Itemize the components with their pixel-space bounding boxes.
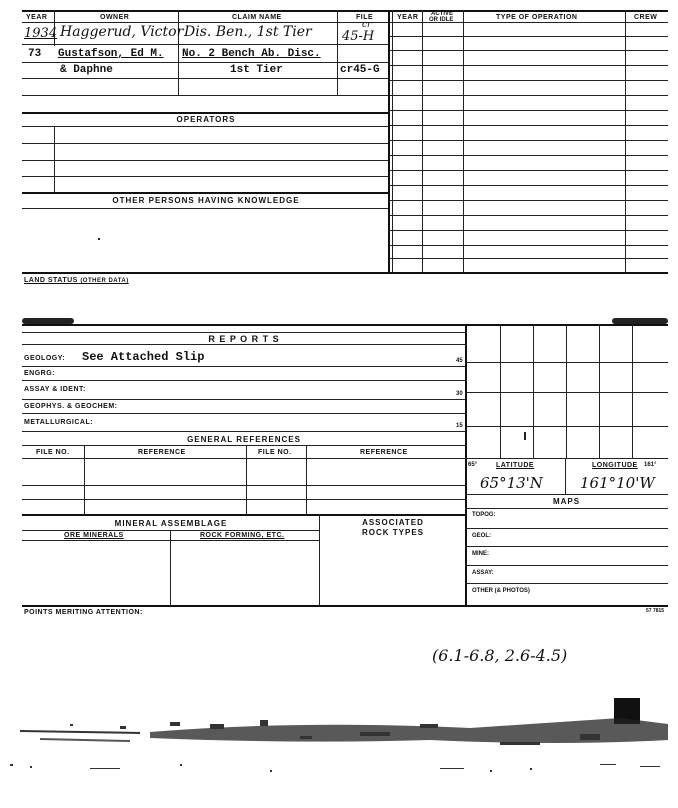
header-claim-name: CLAIM NAME — [232, 14, 282, 21]
metallurgical-num: 15 — [456, 423, 463, 429]
header-type-of-operation: TYPE OF OPERATION — [496, 14, 578, 21]
reference-header-1: REFERENCE — [138, 449, 186, 456]
geology-value: See Attached Slip — [82, 350, 205, 364]
other-photos-label: OTHER (& PHOTOS) — [472, 588, 530, 594]
associated-rock-types-2: ROCK TYPES — [361, 528, 424, 537]
topog-label: TOPOG: — [472, 512, 496, 518]
dot-mark — [98, 238, 100, 240]
metallurgical-label: METALLURGICAL: — [24, 419, 94, 426]
smudge-left — [22, 318, 74, 324]
latitude-value: 65°13'N — [480, 474, 543, 492]
rock-forming-header: ROCK FORMING, ETC. — [200, 532, 285, 539]
operators-heading: OPERATORS — [176, 115, 236, 124]
mineral-assemblage-heading: MINERAL ASSEMBLAGE — [114, 519, 228, 528]
header-file: FILE — [356, 14, 374, 21]
assay-num: 30 — [456, 391, 463, 397]
latitude-degree-label: 65° — [468, 462, 478, 468]
geophys-label: GEOPHYS. & GEOCHEM: — [24, 403, 118, 410]
assay-map-label: ASSAY: — [472, 570, 494, 576]
reports-top-border — [22, 324, 668, 326]
points-meriting-attention-label: POINTS MERITING ATTENTION: — [24, 609, 143, 616]
reports-title: R E P O R T S — [208, 334, 280, 344]
row1-owner: Haggerud, Victor — [60, 24, 184, 40]
header-crew: CREW — [634, 14, 658, 21]
header-active-2: OR IDLE — [429, 17, 454, 23]
longitude-degree-label: 161° — [644, 462, 657, 468]
other-persons-heading: OTHER PERSONS HAVING KNOWLEDGE — [112, 196, 300, 205]
tick-mark — [524, 432, 526, 440]
row2-year: 73 — [28, 48, 42, 60]
geol-label: GEOL: — [472, 533, 491, 539]
file-no-header-1: FILE NO. — [36, 449, 70, 456]
header-active-1: ACTIVE — [431, 11, 454, 17]
row2-claim: No. 2 Bench Ab. Disc. — [182, 48, 321, 60]
reference-header-2: REFERENCE — [360, 449, 408, 456]
engrg-label: ENGRG: — [24, 370, 55, 377]
longitude-value: 161°10'W — [580, 474, 655, 492]
form-number: 57 7815 — [646, 608, 665, 614]
handwritten-note: (6.1-6.8, 2.6-4.5) — [432, 646, 568, 665]
header-year-right: YEAR — [397, 14, 419, 21]
row1-year: 1934 — [24, 26, 58, 41]
row3-claim: 1st Tier — [230, 64, 283, 76]
row3-file: cr45-G — [340, 64, 380, 76]
associated-rock-types-1: ASSOCIATED — [362, 518, 424, 527]
row2-owner: Gustafson, Ed M. — [58, 48, 164, 60]
longitude-label: LONGITUDE — [592, 462, 638, 469]
row1-file: 45-H — [342, 29, 375, 44]
geology-label: GEOLOGY: — [24, 355, 66, 362]
smudge-right — [612, 318, 668, 324]
row1-claim: Dis. Ben., 1st Tier — [184, 24, 312, 40]
latitude-label: LATITUDE — [496, 462, 535, 469]
row1-file-top: cr — [362, 20, 372, 30]
assay-label: ASSAY & IDENT: — [24, 386, 86, 393]
ore-minerals-header: ORE MINERALS — [64, 532, 124, 539]
geology-num: 45 — [456, 358, 463, 364]
file-no-header-2: FILE NO. — [258, 449, 292, 456]
row3-owner: & Daphne — [60, 64, 113, 76]
mine-label: MINE: — [472, 551, 489, 557]
maps-heading: MAPS — [552, 497, 581, 506]
header-owner: OWNER — [100, 14, 130, 21]
scan-noise — [0, 690, 678, 808]
land-status-label: LAND STATUS (OTHER DATA) — [24, 277, 129, 284]
header-year: YEAR — [26, 14, 48, 21]
general-references-heading: GENERAL REFERENCES — [187, 435, 301, 444]
